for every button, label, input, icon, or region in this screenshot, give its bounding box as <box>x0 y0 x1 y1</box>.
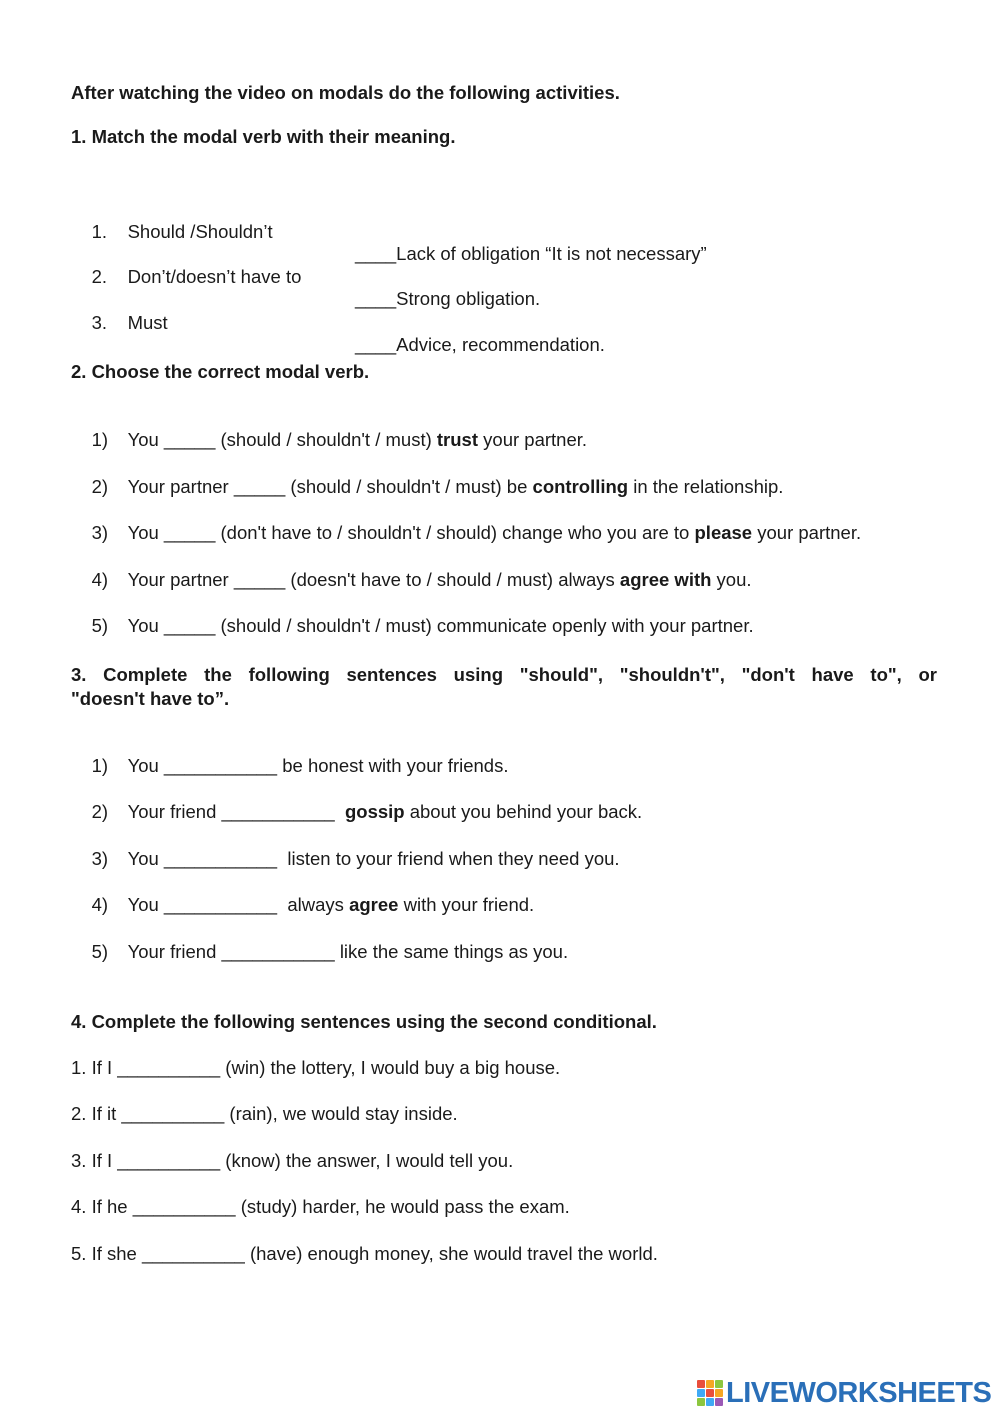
section2-title: 2. Choose the correct modal verb. <box>71 361 370 382</box>
match-verb: Should /Shouldn’t <box>127 221 273 242</box>
section4-title: 4. Complete the following sentences using the second conditional. <box>71 1011 657 1032</box>
exercise-sentence: 4) You ___________ always agree with your friend. <box>91 894 535 915</box>
exercise-sentence: 5) You _____ (should / shouldn't / must) communicate openly with your partner. <box>91 615 754 636</box>
exercise-sentence: 1) You _____ (should / shouldn't / must) trust your partner. <box>91 429 588 450</box>
liveworksheets-logo <box>697 1378 991 1408</box>
conditional-sentence[interactable]: 3. If I __________ (know) the answer, I would tell you. <box>71 1150 514 1171</box>
conditional-sentence[interactable]: 5. If she __________ (have) enough money, she would travel the world. <box>71 1243 658 1264</box>
exercise-sentence: 3) You _____ (don't have to / shouldn't / should) change who you are to please your partner. <box>91 522 862 543</box>
exercise-sentence: 4) Your partner _____ (doesn't have to / should / must) always agree with you. <box>91 569 752 590</box>
exercise-sentence: 2) Your friend ___________ gossip about you behind your back. <box>91 801 643 822</box>
match-verb: Don’t/doesn’t have to <box>127 266 302 287</box>
conditional-sentence[interactable]: 2. If it __________ (rain), we would stay inside. <box>71 1103 458 1124</box>
conditional-sentence[interactable]: 1. If I __________ (win) the lottery, I would buy a big house. <box>71 1057 561 1078</box>
exercise-sentence: 1) You ___________ be honest with your friends. <box>91 755 509 776</box>
section1-title: 1. Match the modal verb with their meaning. <box>71 126 456 147</box>
section3-title-line1: 3. Complete the following sentences using "should", "shouldn't", "don't have to", or <box>71 664 937 685</box>
intro-instruction: After watching the video on modals do the following activities. <box>71 82 620 103</box>
logo-text: LIVEWORKSHEETS <box>726 1376 992 1409</box>
match-row: 3. Must ____Advice, recommendation. <box>91 312 605 355</box>
exercise-sentence: 5) Your friend ___________ like the same things as you. <box>91 941 569 962</box>
exercise-sentence: 2) Your partner _____ (should / shouldn't / must) be controlling in the relationship. <box>91 476 784 497</box>
match-meaning[interactable]: ____Strong obligation. <box>355 288 541 309</box>
exercise-sentence: 3) You ___________ listen to your friend when they need you. <box>91 848 620 869</box>
conditional-sentence[interactable]: 4. If he __________ (study) harder, he would pass the exam. <box>71 1196 570 1217</box>
match-row: 1. Should /Shouldn’t ____Lack of obligation “It is not necessary” <box>91 221 707 264</box>
match-row: 2. Don’t/doesn’t have to ____Strong obligation. <box>91 266 541 309</box>
match-meaning[interactable]: ____Lack of obligation “It is not necessary” <box>355 243 707 264</box>
logo-mark-icon <box>697 1380 723 1406</box>
match-meaning[interactable]: ____Advice, recommendation. <box>355 334 605 355</box>
match-verb: Must <box>127 312 168 333</box>
section3-title-line2: "doesn't have to”. <box>71 688 230 709</box>
